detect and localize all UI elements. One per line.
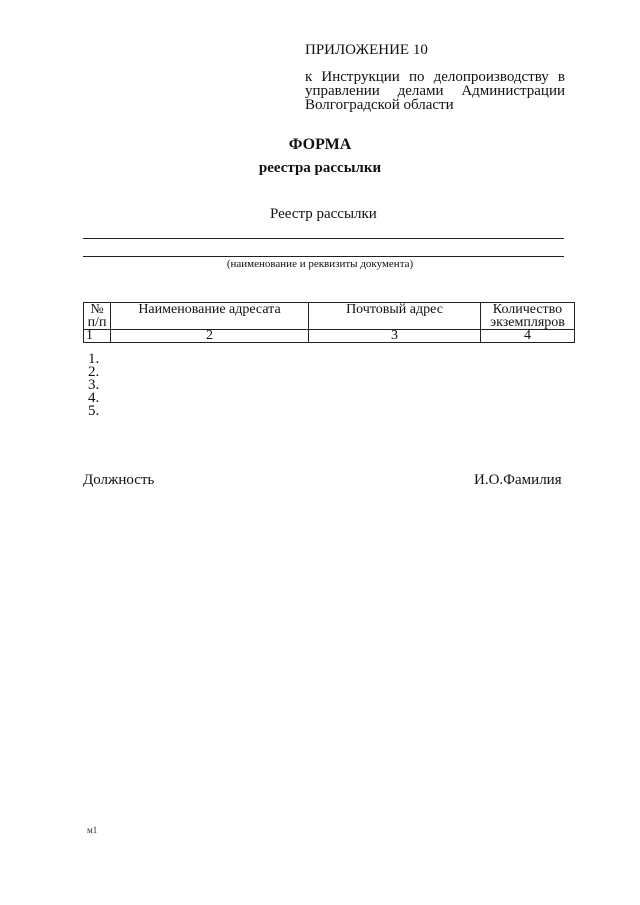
table-column-numbers-row [84,330,575,343]
signature-position: Должность [83,472,155,488]
form-subtitle: реестра рассылки [258,160,382,176]
header-copies: Количество экземпляров [481,303,575,330]
list-item: 4. [88,390,100,406]
header-number: № п/п [84,303,111,330]
list-item: 1. [88,351,100,367]
appendix-title: ПРИЛОЖЕНИЕ 10 [305,42,428,58]
registry-heading: Реестр рассылки [270,206,377,222]
document-line-1 [83,238,564,239]
column-number: 1 [84,330,111,343]
appendix-reference: к Инструкции по делопроизводству в управлении делами Администрации Волгоградской области [305,69,565,113]
registry-table [83,302,575,343]
list-item: 3. [88,377,100,393]
list-item: 2. [88,364,100,380]
column-number: 2 [111,330,309,343]
document-line-2 [83,256,564,257]
column-number: 4 [481,330,575,343]
header-addressee: Наименование адресата [111,303,309,330]
column-number: 3 [309,330,481,343]
list-item: 5. [88,403,100,419]
form-title: ФОРМА [288,136,352,153]
registry-rows-list [88,353,99,418]
footer-mark: м1 [87,825,98,835]
header-postal-address: Почтовый адрес [309,303,481,330]
document-caption: (наименование и реквизиты документа) [226,258,414,270]
table-header-row [84,303,575,330]
signature-name: И.О.Фамилия [474,472,562,488]
